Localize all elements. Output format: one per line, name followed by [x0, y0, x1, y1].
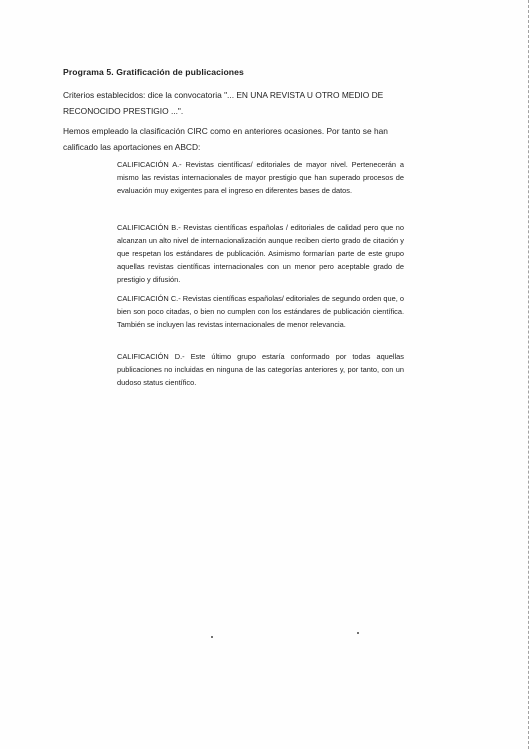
- scan-speck: [211, 636, 213, 638]
- scan-edge-line: [527, 0, 529, 749]
- section-heading: Programa 5. Gratificación de publicaciones: [63, 67, 244, 77]
- category-a-paragraph: CALIFICACIÓN A.- Revistas científicas/ editoriales de mayor nivel. Pertenecerán a mismo las revistas internacionales de mayor prestigio que han superado procesos de evaluación muy exigentes para el ingreso en diferentes bases de datos.: [117, 160, 404, 195]
- criteria-paragraph: Criterios establecidos: dice la convocatoria "... EN UNA REVISTA U OTRO MEDIO DE RECONOCIDO PRESTIGIO ...".: [63, 90, 384, 116]
- classification-paragraph: Hemos empleado la clasificación CIRC como en anteriores ocasiones. Por tanto se han calificado las aportaciones en ABCD:: [63, 126, 388, 152]
- scan-speck: [357, 632, 359, 634]
- category-c-paragraph: CALIFICACIÓN C.- Revistas científicas españolas/ editoriales de segundo orden que, o bien son poco citadas, o bien no cumplen con los estándares de publicación científica. También se incluyen las revistas internacionales de menor relevancia.: [117, 294, 404, 329]
- category-b-paragraph: CALIFICACIÓN B.- Revistas científicas españolas / editoriales de calidad pero que no alcanzan un alto nivel de internacionalización aunque reciben cierto grado de citación y que respetan los estándares de publicación. Asimismo formarían parte de este grupo aquellas revistas científicas internacionales con un menor pero aceptable grado de prestigio y difusión.: [117, 223, 404, 284]
- category-d-paragraph: CALIFICACIÓN D.- Este último grupo estaría conformado por todas aquellas publicaciones no incluidas en ninguna de las categorías anteriores y, por tanto, con un dudoso status científico.: [117, 352, 404, 387]
